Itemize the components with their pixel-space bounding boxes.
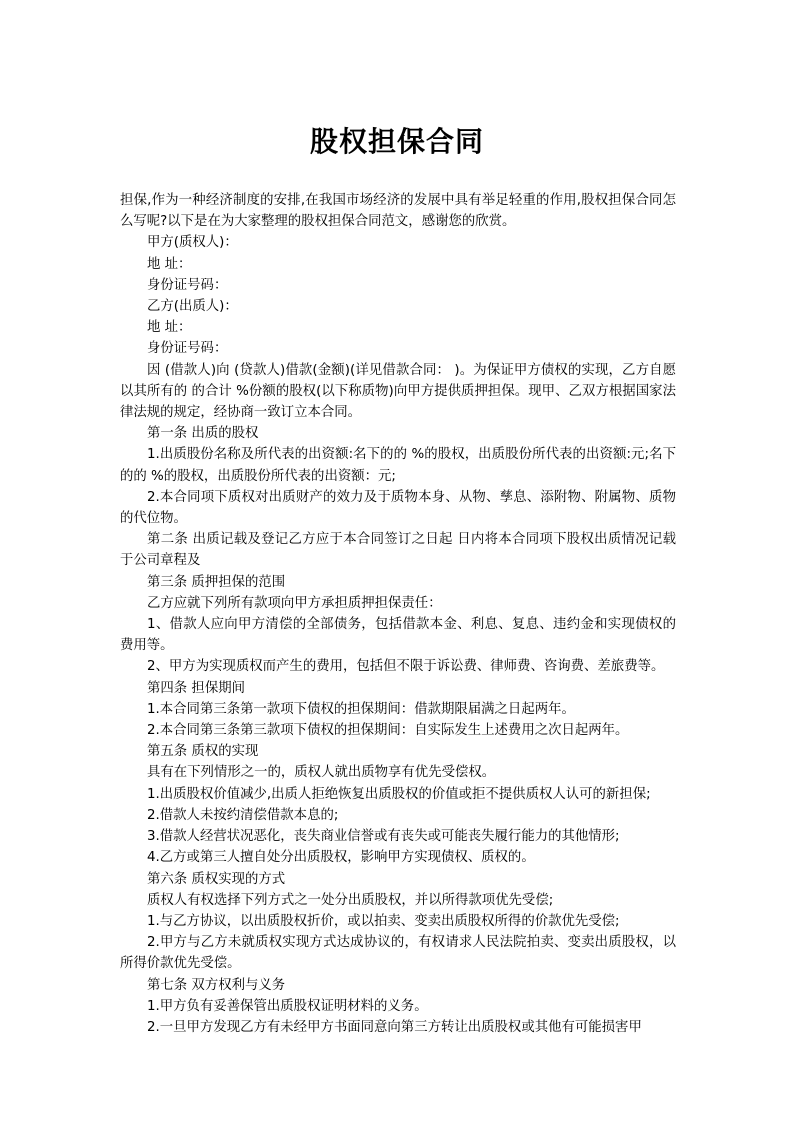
paragraph: 2、甲方为实现质权而产生的费用，包括但不限于诉讼费、律师费、咨询费、差旅费等。 — [147, 659, 665, 675]
paragraph: 1、借款人应向甲方清偿的全部债务，包括借款本金、利息、复息、违约金和实现债权的费用等。 — [120, 617, 676, 654]
paragraph: 第二条 出质记载及登记乙方应于本合同签订之日起 日内将本合同项下股权出质情况记载于公司章程及 — [120, 532, 676, 569]
paragraph: 担保,作为一种经济制度的安排,在我国市场经济的发展中具有举足轻重的作用,股权担保合同怎么写呢?以下是在为大家整理的股权担保合同范文，感谢您的欣赏。 — [120, 193, 676, 230]
paragraph: 乙方(出质人)： — [147, 299, 238, 315]
paragraph: 身份证号码： — [147, 277, 228, 293]
paragraph: 1.与乙方协议，以出质股权折价，或以拍卖、变卖出质股权所得的价款优先受偿; — [147, 913, 620, 929]
paragraph: 4.乙方或第三人擅自处分出质股权，影响甲方实现债权、质权的。 — [147, 850, 535, 866]
paragraph: 第三条 质押担保的范围 — [147, 574, 286, 590]
paragraph: 2.甲方与乙方未就质权实现方式达成协议的，有权请求人民法院拍卖、变卖出质股权，以所得价款优先受偿。 — [120, 935, 676, 972]
paragraph: 甲方(质权人)： — [147, 235, 238, 251]
paragraph: 2.本合同第三条第三款项下债权的担保期间：自实际发生上述费用之次日起两年。 — [147, 723, 629, 739]
paragraph: 第四条 担保期间 — [147, 680, 245, 696]
paragraph: 2.借款人未按约清偿借款本息的; — [147, 807, 339, 823]
paragraph: 第五条 质权的实现 — [147, 744, 259, 760]
paragraph: 第六条 质权实现的方式 — [147, 871, 286, 887]
paragraph: 1.甲方负有妥善保管出质股权证明材料的义务。 — [147, 998, 428, 1014]
paragraph: 2.一旦甲方发现乙方有未经甲方书面同意向第三方转让出质股权或其他有可能损害甲 — [147, 1019, 642, 1035]
paragraph: 1.本合同第三条第一款项下债权的担保期间：借款期限届满之日起两年。 — [147, 701, 575, 717]
paragraph: 地 址： — [147, 320, 192, 336]
paragraph: 1.出质股权价值减少,出质人拒绝恢复出质股权的价值或拒不提供质权人认可的新担保; — [147, 786, 651, 802]
paragraph: 第一条 出质的股权 — [147, 426, 259, 442]
paragraph: 身份证号码： — [147, 341, 228, 357]
paragraph: 乙方应就下列所有款项向甲方承担质押担保责任： — [147, 595, 442, 611]
document-title: 股权担保合同 — [309, 125, 484, 158]
document-body — [120, 190, 676, 1038]
paragraph: 1.出质股份名称及所代表的出资额:名下的的 %的股权，出质股份所代表的出资额:元;名下的的 %的股权，出质股份所代表的出资额：元; — [120, 447, 676, 484]
paragraph: 因 (借款人)向 (贷款人)借款(金额)(详见借款合同： )。为保证甲方债权的实现，乙方自愿以其所有的 的合计 %份额的股权(以下称质物)向甲方提供质押担保。现甲、乙双方根据国家法律法规的规定，经协商一致订立本合同。 — [120, 362, 676, 421]
paragraph: 地 址： — [147, 256, 192, 272]
paragraph: 2.本合同项下质权对出质财产的效力及于质物本身、从物、孳息、添附物、附属物、质物的代位物。 — [120, 489, 676, 527]
paragraph: 具有在下列情形之一的，质权人就出质物享有优先受偿权。 — [147, 765, 496, 781]
paragraph: 3.借款人经营状况恶化，丧失商业信誉或有丧失或可能丧失履行能力的其他情形; — [147, 829, 620, 845]
paragraph: 第七条 双方权利与义务 — [147, 977, 286, 993]
paragraph: 质权人有权选择下列方式之一处分出质股权，并以所得款项优先受偿; — [147, 892, 554, 908]
